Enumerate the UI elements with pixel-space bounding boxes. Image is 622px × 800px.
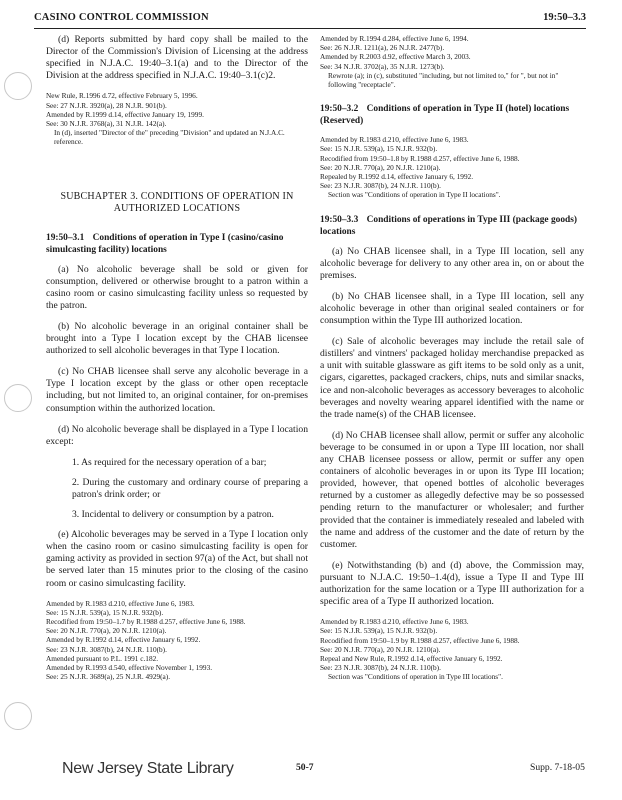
- history-line: Recodified from 19:50–1.8 by R.1988 d.257, effective June 6, 1988.: [320, 153, 520, 163]
- list-item-2: 2. During the customary and ordinary course of preparing a patron's drink order; or: [72, 476, 308, 500]
- history-line: See: 23 N.J.R. 3087(b), 24 N.J.R. 110(b).: [320, 663, 441, 673]
- list-item-3: 3. Incidental to delivery or consumption by a patron.: [72, 509, 274, 521]
- history-line: Repeal and New Rule, R.1992 d.14, effective January 6, 1992.: [320, 653, 503, 663]
- section-heading-3-1: [46, 232, 308, 256]
- paragraph-e: (e) Notwithstanding (b) and (d) above, the Commission may, pursuant to N.J.A.C. 19:50–1.4(d), issue a Type II and Type III authorization for the same location or a Type III authorization for a specific area of a Type II authorized location.: [320, 559, 584, 608]
- history-line: See: 20 N.J.R. 770(a), 20 N.J.R. 1210(a).: [320, 644, 441, 654]
- history-line: Section was "Conditions of operation in Type III locations".: [328, 672, 503, 682]
- subchapter-heading: SUBCHAPTER 3. CONDITIONS OF OPERATION IN AUTHORIZED LOCATIONS: [60, 190, 294, 215]
- history-line: See: 25 N.J.R. 3689(a), 25 N.J.R. 4929(a).: [46, 672, 171, 682]
- history-line: Section was "Conditions of operation in Type II locations".: [328, 190, 501, 200]
- section-title: Conditions of operations in Type III (package goods) locations: [320, 214, 577, 237]
- paragraph-a: (a) No CHAB licensee shall, in a Type III location, sell any alcoholic beverage for delivery to any other area in, on or about the premises.: [320, 245, 584, 281]
- history-note-top: [320, 34, 584, 89]
- paragraph-d: (d) No alcoholic beverage shall be displayed in a Type I location except:: [46, 423, 308, 447]
- section-number: 19:50–3.2: [320, 104, 359, 115]
- left-column: [46, 34, 308, 689]
- paragraph-d: (d) Reports submitted by hard copy shall be mailed to the Director of the Commission's Division of Licensing at the address specified in N.J.A.C. 19:40–3.1(a) and to the Director of the Division at the address specified in N.J.A.C. 19:40–3.1(c)2.: [46, 34, 308, 82]
- history-line: See: 34 N.J.R. 3702(a), 35 N.J.R. 1273(b).: [320, 61, 445, 71]
- punch-hole-middle: [4, 384, 32, 412]
- right-column: [320, 34, 584, 690]
- history-line: See: 27 N.J.R. 3920(a), 28 N.J.R. 901(b).: [46, 100, 167, 110]
- history-line: See: 30 N.J.R. 3768(a), 31 N.J.R. 142(a).: [46, 118, 167, 128]
- section-heading-3-3: [320, 214, 584, 238]
- library-watermark: New Jersey State Library: [62, 760, 234, 777]
- paragraph-c: (c) No CHAB licensee shall serve any alcoholic beverage in a Type I location except by the glass or other open receptacle including, but not limited to, an original container, for on-premises consumption within the authorized location.: [46, 366, 308, 414]
- history-line: Repealed by R.1992 d.14, effective January 6, 1992.: [320, 172, 474, 182]
- history-line: Rewrote (a); in (c), substituted "including, but not limited to," for ", but not in" following "receptacle".: [328, 70, 559, 90]
- history-line: See: 15 N.J.R. 539(a), 15 N.J.R. 932(b).: [320, 144, 438, 154]
- supplement-date: Supp. 7-18-05: [530, 762, 585, 773]
- history-note-sec3: [320, 617, 584, 681]
- header-section-number: 19:50–3.3: [543, 12, 586, 23]
- history-line: See: 20 N.J.R. 770(a), 20 N.J.R. 1210(a).: [46, 626, 167, 636]
- punch-hole-top: [4, 72, 32, 100]
- punch-hole-bottom: [4, 702, 32, 730]
- history-line: Amended by R.1999 d.14, effective January 19, 1999.: [46, 109, 204, 119]
- history-line: Recodified from 19:50–1.9 by R.1988 d.257, effective June 6, 1988.: [320, 635, 520, 645]
- section-title: Conditions of operation in Type I (casino/casino simulcasting facility) locations: [46, 232, 284, 255]
- running-header: [34, 8, 586, 29]
- history-line: Amended by R.1993 d.540, effective November 1, 1993.: [46, 663, 213, 673]
- paragraph-d: (d) No CHAB licensee shall allow, permit or suffer any alcoholic beverage to be consumed in or upon a Type III location, nor shall any CHAB licensee possess or allow, permit or suffer any open containers of alcoholic beverages in or upon its Type III location; provided, however, that opened bottles of alcoholic beverages returned by a customer as allegedly defective may be so possessed pending return to the manufacturer or wholesaler; and further provided that the container is immediately resealed and labeled with the name and address of the customer and the date of return by the customer.: [320, 429, 584, 550]
- history-line: See: 20 N.J.R. 770(a), 20 N.J.R. 1210(a).: [320, 162, 441, 172]
- history-line: See: 26 N.J.R. 1211(a), 26 N.J.R. 2477(b).: [320, 43, 445, 53]
- history-line: Recodified from 19:50–1.7 by R.1988 d.257, effective June 6, 1988.: [46, 617, 246, 627]
- history-note-sec2: [320, 135, 584, 199]
- history-line: Amended by R.1994 d.284, effective June 6, 1994.: [320, 34, 469, 43]
- history-line: In (d), inserted "Director of the" preceding "Division" and updated an N.J.A.C. reference.: [54, 128, 285, 147]
- section-number: 19:50–3.3: [320, 214, 359, 225]
- history-line: Amended by R.1983 d.210, effective June 6, 1983.: [320, 135, 469, 145]
- paragraph-b: (b) No alcoholic beverage in an original container shall be brought into a Type I location except by the CHAB licensee authorized to sell alcoholic beverages in that Type I location.: [46, 320, 308, 357]
- history-line: Amended by R.1983 d.210, effective June 6, 1983.: [320, 617, 469, 627]
- history-note-1: [46, 91, 308, 146]
- section-number: 19:50–3.1: [46, 232, 85, 243]
- history-line: Amended by R.2003 d.92, effective March 3, 2003.: [320, 52, 471, 62]
- history-line: See: 15 N.J.R. 539(a), 15 N.J.R. 932(b).: [320, 626, 438, 636]
- section-heading-3-2: [320, 103, 584, 127]
- header-title: CASINO CONTROL COMMISSION: [34, 12, 209, 23]
- history-line: See: 23 N.J.R. 3087(b), 24 N.J.R. 110(b).: [46, 644, 167, 654]
- list-item-1: 1. As required for the necessary operation of a bar;: [72, 456, 267, 468]
- page-number: 50-7: [296, 762, 314, 773]
- history-line: New Rule, R.1996 d.72, effective February 5, 1996.: [46, 91, 198, 101]
- paragraph-a: (a) No alcoholic beverage shall be sold or given for consumption, delivered or otherwise brought to a patron within a casino room or casino simulcasting facility unless so requested by the patron.: [46, 263, 308, 311]
- history-line: Amended pursuant to P.L. 1991 c.182.: [46, 653, 159, 663]
- history-line: Amended by R.1992 d.14, effective January 6, 1992.: [46, 635, 201, 645]
- paragraph-b: (b) No CHAB licensee shall, in a Type III location, sell any alcoholic beverage in other than original sealed containers or for consumption within the Type III authorized location.: [320, 290, 584, 327]
- history-line: See: 15 N.J.R. 539(a), 15 N.J.R. 932(b).: [46, 607, 164, 617]
- history-note-2: [46, 599, 308, 682]
- paragraph-e: (e) Alcoholic beverages may be served in a Type I location only when the casino room or casino simulcasting facility is open for gaming activity as provided in section 97(a) of the Act, but shall not be served later than 15 minutes prior to the closing of the casino room or casino simulcasting facility.: [46, 529, 308, 589]
- paragraph-c: (c) Sale of alcoholic beverages may include the retail sale of distillers' and vintners' packaged holiday merchandise prepacked as a unit with suitable glassware as gift items to be sold only as a unit, cigars, cigarettes, packaged crackers, chips, nuts and similar snacks, ice and non-alcoholic beverages as accessory beverages to alcoholic beverages and novelty wearing apparel identified with the name or the trade name(s) of the CHAB licensee.: [320, 336, 584, 420]
- section-title: Conditions of operation in Type II (hotel) locations (Reserved): [320, 104, 570, 127]
- history-line: See: 23 N.J.R. 3087(b), 24 N.J.R. 110(b).: [320, 181, 441, 191]
- history-line: Amended by R.1983 d.210, effective June 6, 1983.: [46, 598, 195, 608]
